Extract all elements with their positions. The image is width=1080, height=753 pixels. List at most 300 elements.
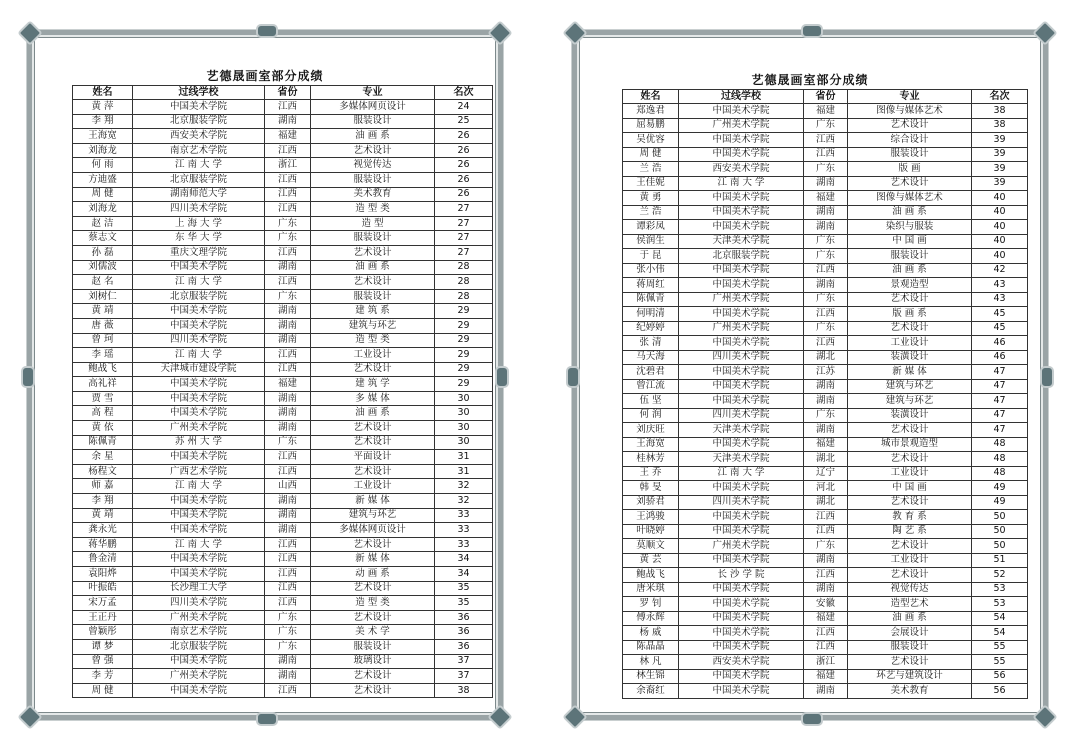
rank-cell: 26 [435, 129, 493, 144]
school-cell: 中国美术学院 [679, 524, 804, 539]
name-cell: 陈晶晶 [623, 640, 679, 655]
table-header-row [73, 86, 493, 100]
name-cell: 兰 浩 [623, 205, 679, 220]
name-cell: 陈佩青 [73, 435, 133, 450]
rank-cell: 38 [972, 118, 1028, 133]
major-cell: 综合设计 [848, 133, 972, 148]
rank-cell: 55 [972, 655, 1028, 670]
major-cell: 服装设计 [848, 640, 972, 655]
rank-cell: 31 [435, 464, 493, 479]
name-cell: 刘树仁 [73, 289, 133, 304]
name-cell: 黄 芸 [623, 553, 679, 568]
name-cell: 叶晓婷 [623, 524, 679, 539]
name-cell: 张小伟 [623, 263, 679, 278]
major-cell: 景观造型 [848, 278, 972, 293]
school-cell: 西安美术学院 [679, 162, 804, 177]
rank-cell: 34 [435, 567, 493, 582]
province-cell: 江西 [804, 133, 848, 148]
school-cell: 中国美术学院 [133, 450, 265, 465]
rank-cell: 33 [435, 508, 493, 523]
province-cell: 湖南 [265, 421, 311, 436]
school-cell: 中国美术学院 [679, 481, 804, 496]
rank-cell: 38 [972, 104, 1028, 119]
major-cell: 艺术设计 [311, 537, 435, 552]
table-row [623, 655, 1028, 670]
major-cell: 城市景观造型 [848, 437, 972, 452]
province-cell: 湖南 [265, 304, 311, 319]
school-cell: 广州美术学院 [679, 321, 804, 336]
major-cell: 艺术设计 [848, 423, 972, 438]
table-row [73, 552, 493, 567]
school-cell: 广州美术学院 [133, 610, 265, 625]
major-cell: 多 媒 体 [311, 391, 435, 406]
rank-cell: 37 [435, 669, 493, 684]
rank-cell: 36 [435, 625, 493, 640]
rank-cell: 36 [435, 610, 493, 625]
province-cell: 江西 [265, 683, 311, 698]
major-cell: 新 媒 体 [311, 494, 435, 509]
school-cell: 中国美术学院 [133, 683, 265, 698]
school-cell: 中国美术学院 [133, 508, 265, 523]
table-row [73, 172, 493, 187]
school-cell: 天津美术学院 [679, 452, 804, 467]
name-cell: 曾 强 [73, 654, 133, 669]
major-cell: 艺术设计 [848, 539, 972, 554]
table-row [73, 450, 493, 465]
name-cell: 杨 威 [623, 626, 679, 641]
school-cell: 中国美术学院 [679, 669, 804, 684]
major-cell: 艺术设计 [311, 435, 435, 450]
major-cell: 服装设计 [311, 231, 435, 246]
rank-cell: 49 [972, 481, 1028, 496]
table-row [623, 510, 1028, 525]
major-cell: 教 育 系 [848, 510, 972, 525]
table-row [623, 408, 1028, 423]
name-cell: 李 芳 [73, 669, 133, 684]
major-cell: 艺术设计 [848, 568, 972, 583]
school-cell: 中国美术学院 [679, 582, 804, 597]
province-header: 省份 [804, 90, 848, 104]
school-cell: 天津美术学院 [679, 234, 804, 249]
name-cell: 何明清 [623, 307, 679, 322]
rank-cell: 48 [972, 452, 1028, 467]
major-cell: 艺术设计 [848, 118, 972, 133]
table-row [623, 481, 1028, 496]
school-cell: 中国美术学院 [133, 523, 265, 538]
school-cell: 四川美术学院 [133, 333, 265, 348]
table-row [73, 129, 493, 144]
name-cell: 莫顺文 [623, 539, 679, 554]
name-cell: 师 嘉 [73, 479, 133, 494]
province-cell: 广东 [804, 292, 848, 307]
table-row [623, 452, 1028, 467]
province-cell: 湖南 [265, 318, 311, 333]
major-cell: 视觉传达 [311, 158, 435, 173]
school-cell: 江 南 大 学 [133, 348, 265, 363]
major-cell: 美 术 学 [311, 625, 435, 640]
school-cell: 中国美术学院 [133, 494, 265, 509]
name-cell: 黄 靖 [73, 508, 133, 523]
rank-cell: 47 [972, 379, 1028, 394]
table-row [623, 292, 1028, 307]
school-cell: 中国美术学院 [133, 260, 265, 275]
school-cell: 天津城市建设学院 [133, 362, 265, 377]
major-cell: 美术教育 [848, 684, 972, 699]
name-cell: 黄 依 [73, 421, 133, 436]
table-row [623, 133, 1028, 148]
rank-cell: 36 [435, 639, 493, 654]
name-cell: 李 瑶 [73, 348, 133, 363]
province-cell: 广东 [265, 289, 311, 304]
rank-cell: 39 [972, 133, 1028, 148]
rank-cell: 45 [972, 307, 1028, 322]
table-row [623, 350, 1028, 365]
school-cell: 江 南 大 学 [679, 466, 804, 481]
rank-cell: 47 [972, 365, 1028, 380]
school-cell: 中国美术学院 [679, 597, 804, 612]
rank-cell: 39 [972, 176, 1028, 191]
province-cell: 江西 [804, 524, 848, 539]
province-cell: 广东 [804, 408, 848, 423]
rank-cell: 29 [435, 318, 493, 333]
rank-cell: 47 [972, 408, 1028, 423]
major-cell: 造 型 类 [311, 333, 435, 348]
table-row [623, 553, 1028, 568]
rank-cell: 50 [972, 524, 1028, 539]
table-row [73, 581, 493, 596]
province-cell: 湖南 [265, 654, 311, 669]
province-cell: 浙江 [804, 655, 848, 670]
school-cell: 中国美术学院 [133, 304, 265, 319]
school-cell: 中国美术学院 [679, 379, 804, 394]
school-cell: 中国美术学院 [133, 100, 265, 115]
major-cell: 造 型 [311, 216, 435, 231]
school-cell: 湖南师范大学 [133, 187, 265, 202]
rank-cell: 37 [435, 654, 493, 669]
rank-cell: 34 [435, 552, 493, 567]
rank-cell: 30 [435, 391, 493, 406]
major-cell: 造 型 类 [311, 596, 435, 611]
school-cell: 中国美术学院 [679, 684, 804, 699]
table-row [623, 365, 1028, 380]
name-cell: 杨程文 [73, 464, 133, 479]
school-cell: 中国美术学院 [133, 377, 265, 392]
corner-ornament-icon [562, 20, 587, 45]
rank-cell: 54 [972, 611, 1028, 626]
table-row [623, 394, 1028, 409]
name-cell: 林生锦 [623, 669, 679, 684]
rank-cell: 42 [972, 263, 1028, 278]
school-cell: 四川美术学院 [679, 350, 804, 365]
major-cell: 工业设计 [311, 479, 435, 494]
name-cell: 纪婷婷 [623, 321, 679, 336]
major-cell: 艺术设计 [311, 275, 435, 290]
province-cell: 江西 [804, 626, 848, 641]
major-cell: 艺术设计 [848, 655, 972, 670]
province-cell: 江西 [265, 567, 311, 582]
name-cell: 李 翔 [73, 494, 133, 509]
table-row [623, 640, 1028, 655]
table-row [73, 304, 493, 319]
rank-cell: 52 [972, 568, 1028, 583]
province-cell: 广东 [804, 539, 848, 554]
province-cell: 广东 [265, 639, 311, 654]
name-cell: 罗 钊 [623, 597, 679, 612]
rank-cell: 40 [972, 205, 1028, 220]
edge-ornament-icon [256, 712, 278, 726]
province-cell: 湖南 [804, 278, 848, 293]
rank-cell: 40 [972, 220, 1028, 235]
name-header: 姓名 [623, 90, 679, 104]
province-cell: 福建 [804, 191, 848, 206]
rank-cell: 50 [972, 539, 1028, 554]
rank-cell: 51 [972, 553, 1028, 568]
table-row [623, 611, 1028, 626]
school-cell: 中国美术学院 [679, 336, 804, 351]
major-cell: 艺术设计 [311, 143, 435, 158]
major-cell: 艺术设计 [848, 321, 972, 336]
province-cell: 江西 [265, 552, 311, 567]
rank-header: 名次 [435, 86, 493, 100]
rank-cell: 29 [435, 348, 493, 363]
name-cell: 鲍战飞 [73, 362, 133, 377]
major-cell: 图像与媒体艺术 [848, 191, 972, 206]
major-cell: 装潢设计 [848, 350, 972, 365]
major-cell: 陶 艺 系 [848, 524, 972, 539]
rank-cell: 40 [972, 191, 1028, 206]
province-cell: 湖南 [265, 523, 311, 538]
name-cell: 黄 靖 [73, 304, 133, 319]
table-row [623, 524, 1028, 539]
province-cell: 江西 [265, 596, 311, 611]
major-cell: 玻璃设计 [311, 654, 435, 669]
table-row [73, 406, 493, 421]
edge-ornament-icon [801, 712, 823, 726]
school-cell: 广西艺术学院 [133, 464, 265, 479]
major-cell: 装潢设计 [848, 408, 972, 423]
major-header: 专业 [848, 90, 972, 104]
scores-table [622, 89, 1028, 699]
school-cell: 南京艺术学院 [133, 143, 265, 158]
province-cell: 江西 [265, 202, 311, 217]
school-cell: 中国美术学院 [679, 133, 804, 148]
name-cell: 刘骄君 [623, 495, 679, 510]
right-page [572, 30, 1048, 720]
table-row [623, 539, 1028, 554]
name-cell: 蒋周红 [623, 278, 679, 293]
school-cell: 中国美术学院 [679, 626, 804, 641]
table-row [623, 104, 1028, 119]
major-cell: 艺术设计 [311, 362, 435, 377]
school-cell: 中国美术学院 [679, 307, 804, 322]
province-cell: 福建 [265, 129, 311, 144]
table-row [73, 260, 493, 275]
rank-cell: 48 [972, 466, 1028, 481]
major-cell: 建筑与环艺 [848, 394, 972, 409]
name-cell: 沈碧君 [623, 365, 679, 380]
school-cell: 江 南 大 学 [679, 176, 804, 191]
school-cell: 中国美术学院 [679, 278, 804, 293]
major-cell: 服装设计 [311, 289, 435, 304]
rank-cell: 30 [435, 421, 493, 436]
table-row [73, 669, 493, 684]
major-cell: 新 媒 体 [848, 365, 972, 380]
rank-cell: 55 [972, 640, 1028, 655]
table-row [73, 464, 493, 479]
table-row [623, 466, 1028, 481]
major-cell: 工业设计 [311, 348, 435, 363]
table-row [623, 147, 1028, 162]
province-cell: 湖南 [804, 553, 848, 568]
rank-cell: 38 [435, 683, 493, 698]
rank-cell: 54 [972, 626, 1028, 641]
name-cell: 黄 勇 [623, 191, 679, 206]
province-header: 省份 [265, 86, 311, 100]
major-cell: 艺术设计 [311, 464, 435, 479]
major-cell: 动 画 系 [311, 567, 435, 582]
rank-cell: 43 [972, 278, 1028, 293]
rank-cell: 49 [972, 495, 1028, 510]
province-cell: 江西 [265, 464, 311, 479]
table-row [73, 187, 493, 202]
province-cell: 江西 [265, 245, 311, 260]
school-cell: 苏 州 大 学 [133, 435, 265, 450]
name-cell: 鲁金清 [73, 552, 133, 567]
name-cell: 桂林芳 [623, 452, 679, 467]
province-cell: 山西 [265, 479, 311, 494]
table-row [623, 162, 1028, 177]
major-cell: 图像与媒体艺术 [848, 104, 972, 119]
table-row [73, 143, 493, 158]
table-row [623, 423, 1028, 438]
name-cell: 叶振皓 [73, 581, 133, 596]
school-header: 过线学校 [133, 86, 265, 100]
table-row [73, 245, 493, 260]
province-cell: 湖南 [804, 176, 848, 191]
table-row [623, 568, 1028, 583]
table-row [623, 669, 1028, 684]
school-cell: 西安美术学院 [679, 655, 804, 670]
school-cell: 中国美术学院 [133, 391, 265, 406]
name-cell: 李 翔 [73, 114, 133, 129]
major-cell: 工业设计 [848, 553, 972, 568]
school-cell: 中国美术学院 [133, 318, 265, 333]
rank-cell: 31 [435, 450, 493, 465]
school-cell: 中国美术学院 [679, 220, 804, 235]
table-row [73, 333, 493, 348]
name-cell: 唐 薇 [73, 318, 133, 333]
school-cell: 四川美术学院 [133, 596, 265, 611]
school-cell: 天津美术学院 [679, 423, 804, 438]
major-cell: 多媒体网页设计 [311, 100, 435, 115]
province-cell: 江西 [265, 348, 311, 363]
name-cell: 唐米琪 [623, 582, 679, 597]
name-cell: 曾 珂 [73, 333, 133, 348]
school-cell: 广州美术学院 [133, 669, 265, 684]
rank-cell: 27 [435, 216, 493, 231]
rank-cell: 29 [435, 362, 493, 377]
school-cell: 中国美术学院 [679, 365, 804, 380]
name-cell: 伍 坚 [623, 394, 679, 409]
name-header: 姓名 [73, 86, 133, 100]
name-cell: 谭 梦 [73, 639, 133, 654]
province-cell: 湖南 [265, 333, 311, 348]
table-row [73, 523, 493, 538]
rank-cell: 32 [435, 494, 493, 509]
rank-cell: 25 [435, 114, 493, 129]
school-cell: 广州美术学院 [679, 118, 804, 133]
rank-cell: 35 [435, 596, 493, 611]
table-row [73, 289, 493, 304]
school-cell: 北京服装学院 [133, 114, 265, 129]
table-row [73, 391, 493, 406]
province-cell: 江西 [265, 450, 311, 465]
major-cell: 造型艺术 [848, 597, 972, 612]
table-row [623, 234, 1028, 249]
name-cell: 余裔红 [623, 684, 679, 699]
school-cell: 中国美术学院 [133, 552, 265, 567]
major-cell: 服装设计 [311, 639, 435, 654]
major-cell: 艺术设计 [311, 669, 435, 684]
table-row [623, 220, 1028, 235]
school-cell: 中国美术学院 [679, 104, 804, 119]
major-cell: 油 画 系 [848, 205, 972, 220]
table-row [73, 610, 493, 625]
rank-cell: 40 [972, 249, 1028, 264]
rank-cell: 40 [972, 234, 1028, 249]
table-row [623, 437, 1028, 452]
name-cell: 孙 磊 [73, 245, 133, 260]
school-cell: 广州美术学院 [679, 539, 804, 554]
rank-cell: 33 [435, 537, 493, 552]
table-row [623, 597, 1028, 612]
province-cell: 广东 [265, 231, 311, 246]
name-cell: 马天海 [623, 350, 679, 365]
name-cell: 郑逸君 [623, 104, 679, 119]
major-cell: 艺术设计 [311, 245, 435, 260]
rank-cell: 26 [435, 143, 493, 158]
table-row [73, 494, 493, 509]
major-cell: 环艺与建筑设计 [848, 669, 972, 684]
corner-ornament-icon [17, 704, 42, 729]
name-cell: 兰 浩 [623, 162, 679, 177]
rank-cell: 26 [435, 158, 493, 173]
edge-ornament-icon [801, 24, 823, 38]
major-cell: 会展设计 [848, 626, 972, 641]
rank-cell: 53 [972, 597, 1028, 612]
table-row [73, 479, 493, 494]
major-cell: 服装设计 [311, 172, 435, 187]
table-row [623, 118, 1028, 133]
major-header: 专业 [311, 86, 435, 100]
province-cell: 湖南 [804, 220, 848, 235]
school-cell: 四川美术学院 [679, 495, 804, 510]
name-cell: 周 健 [73, 187, 133, 202]
table-row [623, 336, 1028, 351]
province-cell: 湖南 [265, 260, 311, 275]
rank-cell: 46 [972, 336, 1028, 351]
name-cell: 刘儒波 [73, 260, 133, 275]
name-cell: 蔡志文 [73, 231, 133, 246]
school-cell: 广州美术学院 [679, 292, 804, 307]
table-row [623, 176, 1028, 191]
page-title: 艺德晟画室部分成绩 [206, 69, 324, 83]
province-cell: 湖南 [804, 394, 848, 409]
school-cell: 江 南 大 学 [133, 479, 265, 494]
table-row [73, 377, 493, 392]
major-cell: 艺术设计 [311, 421, 435, 436]
province-cell: 湖南 [265, 669, 311, 684]
